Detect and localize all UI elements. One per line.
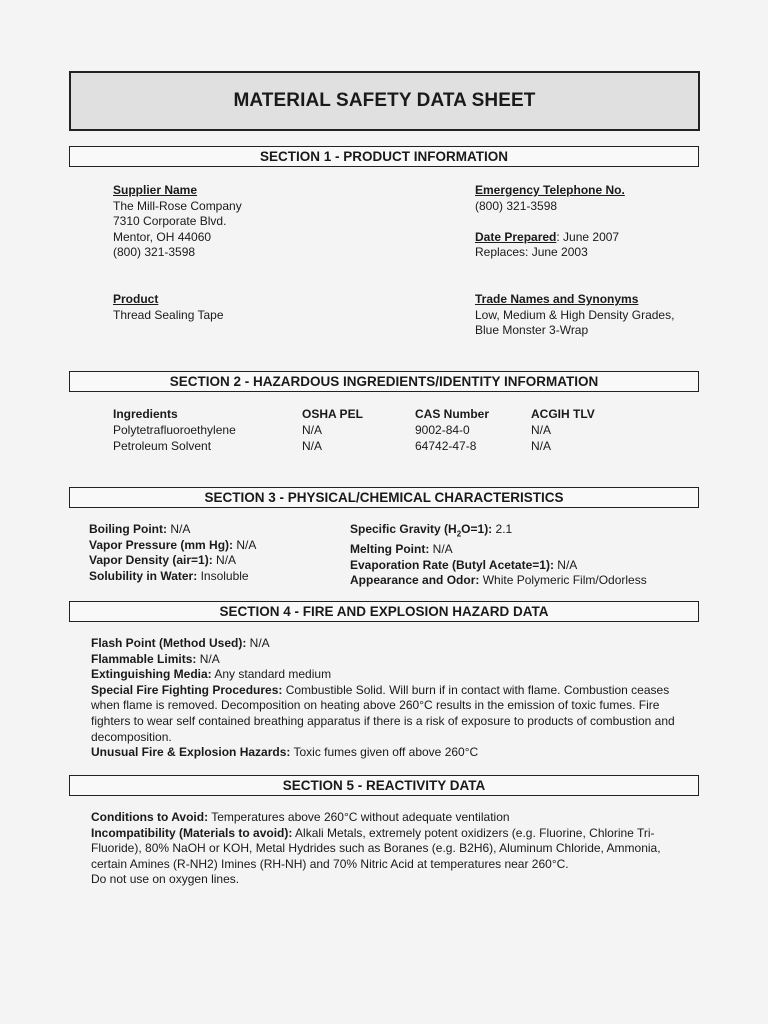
property-row [89, 522, 256, 538]
property-row [350, 542, 647, 558]
fire-row [91, 745, 681, 761]
reactivity-label: Conditions to Avoid: [91, 810, 209, 824]
property-value: N/A [429, 541, 453, 556]
table-cell: 9002-84-0 [415, 423, 470, 437]
subscript: 2 [456, 529, 462, 539]
property-row [350, 558, 647, 574]
fire-value: Any standard medium [211, 667, 332, 682]
fire-row [91, 636, 681, 652]
table-row [113, 438, 611, 454]
trade-names-line: Low, Medium & High Density Grades, [475, 307, 675, 322]
date-label: Date Prepared [475, 229, 557, 244]
fire-row [91, 652, 681, 668]
fire-label: Extinguishing Media: [91, 667, 212, 682]
reactivity-value: Temperatures above 260°C without adequate ventilation [208, 810, 510, 824]
emergency-label: Emergency Telephone No. [475, 183, 625, 197]
property-label: Appearance and Odor: [350, 573, 480, 588]
table-cell: N/A [531, 439, 552, 453]
property-label: Melting Point: [350, 541, 430, 556]
supplier-line: 7310 Corporate Blvd. [113, 214, 227, 229]
column-header: CAS Number [415, 407, 490, 421]
column-header: ACGIH TLV [531, 407, 595, 421]
section-3-heading: SECTION 3 - PHYSICAL/CHEMICAL CHARACTERISTICS [69, 487, 699, 508]
reactivity-row [91, 826, 681, 873]
date-value: : June 2007 [556, 229, 620, 244]
fire-label: Flash Point (Method Used): [91, 636, 247, 650]
table-cell: Polytetrafluoroethylene [113, 423, 236, 437]
section-1-heading: SECTION 1 - PRODUCT INFORMATION [69, 146, 699, 167]
supplier-line: Mentor, OH 44060 [113, 229, 212, 244]
specific-gravity-label: Specific Gravity (H [350, 522, 457, 536]
table-cell: Petroleum Solvent [113, 439, 212, 453]
trade-names-line: Blue Monster 3-Wrap [475, 323, 589, 338]
date-prepared [475, 230, 625, 246]
supplier-line: The Mill-Rose Company [113, 198, 242, 213]
table-cell: 64742-47-8 [415, 439, 477, 453]
reactivity-label: Incompatibility (Materials to avoid): [91, 825, 293, 840]
property-value: N/A [166, 522, 191, 536]
property-label [350, 522, 493, 539]
section-4-heading: SECTION 4 - FIRE AND EXPLOSION HAZARD DATA [69, 601, 699, 622]
property-label: Boiling Point: [89, 522, 167, 536]
document-title: MATERIAL SAFETY DATA SHEET [233, 90, 536, 111]
property-value: N/A [233, 537, 257, 552]
property-row [89, 569, 256, 585]
table-cell: N/A [302, 439, 323, 453]
fire-label: Unusual Fire & Explosion Hazards: [91, 745, 291, 760]
property-row [89, 538, 256, 554]
reactivity-block [91, 810, 681, 888]
table-cell: N/A [531, 423, 552, 437]
property-label: Evaporation Rate (Butyl Acetate=1): [350, 557, 554, 572]
product-value: Thread Sealing Tape [113, 307, 224, 322]
oxygen-note: Do not use on oxygen lines. [91, 872, 240, 887]
column-header: OSHA PEL [302, 407, 363, 421]
property-label: Vapor Pressure (mm Hg): [89, 537, 234, 552]
property-value: Insoluble [197, 568, 249, 583]
fire-value: N/A [246, 636, 270, 650]
product-block [113, 292, 224, 323]
trade-names-label: Trade Names and Synonyms [475, 292, 639, 306]
section-2-heading: SECTION 2 - HAZARDOUS INGREDIENTS/IDENTITY INFORMATION [69, 371, 699, 392]
emergency-value: (800) 321-3598 [475, 198, 558, 213]
product-label: Product [113, 292, 159, 306]
specific-gravity-label-end: O=1): [461, 522, 493, 536]
ingredients-table [113, 406, 611, 454]
fire-label: Special Fire Fighting Procedures: [91, 682, 283, 697]
reactivity-value: Alkali Metals, extremely potent oxidizers (e.g. Fluorine, Chlorine Tri-Fluoride), 80% NaOH or KOH, Metal Hydrides such as Boranes (e.g. B2H6), Aluminum Chloride, Ammonia, certain Amines (R-NH2) Imines (RH-NH) and 70% Nitric Acid at temperatures near 260°C. [91, 825, 661, 871]
fire-label: Flammable Limits: [91, 651, 197, 666]
property-value: N/A [553, 557, 578, 572]
supplier-block [113, 183, 242, 261]
supplier-line: (800) 321-3598 [113, 245, 196, 260]
property-label: Solubility in Water: [89, 568, 198, 583]
fire-row [91, 683, 681, 745]
property-row [350, 522, 647, 542]
physical-right-column [350, 522, 647, 589]
property-row [89, 553, 256, 569]
fire-value: Combustible Solid. Will burn if in contact with flame. Combustion ceases when flame is removed. Decomposition on heating above 260°C results in the emission of toxic fumes. Fire fighters to wear self contained breathing apparatus if there is a risk of exposure to products of combustion and decomposition. [91, 682, 675, 744]
column-header: Ingredients [113, 407, 178, 421]
reactivity-row [91, 810, 681, 826]
replaces-text: Replaces: June 2003 [475, 245, 588, 260]
fire-value: Toxic fumes given off above 260°C [290, 745, 479, 760]
emergency-block [475, 183, 625, 261]
fire-row [91, 667, 681, 683]
section-5-heading: SECTION 5 - REACTIVITY DATA [69, 775, 699, 796]
property-value: N/A [212, 553, 237, 568]
title-box [69, 71, 700, 131]
physical-left-column [89, 522, 256, 584]
fire-hazard-block [91, 636, 681, 761]
property-value: 2.1 [492, 522, 513, 536]
table-cell: N/A [302, 423, 323, 437]
property-value: White Polymeric Film/Odorless [479, 573, 647, 588]
supplier-label: Supplier Name [113, 183, 198, 197]
table-row [113, 422, 611, 438]
trade-names-block [475, 292, 674, 339]
table-header-row [113, 406, 611, 422]
property-row [350, 573, 647, 589]
property-label: Vapor Density (air=1): [89, 553, 213, 568]
fire-value: N/A [196, 651, 220, 666]
